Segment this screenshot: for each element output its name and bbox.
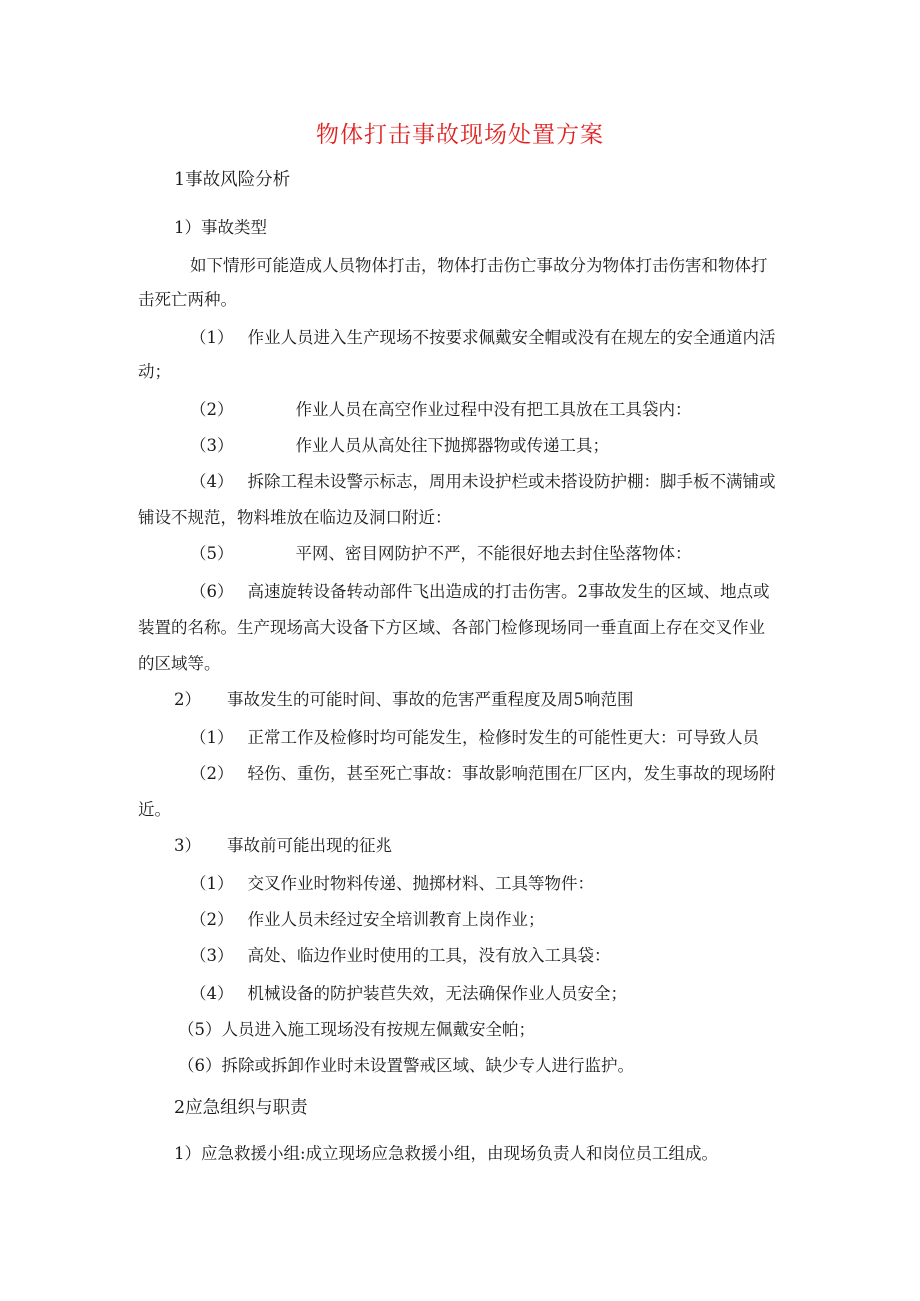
list-item-text: 拆除工程未设警示标志，周用未设护栏或未搭设防护棚：脚手板不满铺或 [247, 472, 776, 491]
list-item-text: 人员进入施工现场没有按规左佩戴安全帕； [221, 1020, 535, 1039]
list-item [190, 944, 611, 968]
list-item-text: 轻伤、重伤，甚至死亡事故：事故影响范围在厂区内，发生事故的现场附 [247, 764, 776, 783]
list-item [190, 434, 609, 458]
list-item-continuation: 动； [138, 362, 171, 381]
list-item-number: （6） [190, 582, 234, 601]
list-item [178, 1054, 634, 1078]
list-item-text: 作业人员进入生产现场不按要求佩戴安全帽或没有在规左的安全通道内活 [247, 328, 776, 347]
subsection-title: 事故前可能出现的征兆 [227, 836, 392, 855]
list-item-number: （1） [190, 728, 234, 747]
list-item [190, 470, 776, 494]
section-heading: 2应急组织与职责 [174, 1098, 308, 1118]
list-item-text: 正常工作及检修时均可能发生，检修时发生的可能性更大：可导致人员 [247, 728, 759, 747]
list-item [190, 726, 759, 750]
paragraph-line: 如下情形可能造成人员物体打击，物体打击伤亡事故分为物体打击伤害和物体打 [190, 256, 768, 275]
list-item-number: （1） [190, 328, 234, 347]
list-item-number: （3） [190, 436, 234, 455]
list-item [190, 542, 692, 566]
list-item-text: 高处、临边作业时使用的工具，没有放入工具袋： [247, 946, 611, 965]
subsection-title: 事故发生的可能时间、事故的危害严重程度及周5响范围 [227, 690, 634, 709]
section-heading: 1事故风险分析 [174, 170, 291, 190]
list-item [190, 762, 776, 786]
list-item-number: （4） [190, 984, 234, 1003]
subsection-heading [174, 688, 634, 712]
list-item-text: 作业人员未经过安全培训教育上岗作业； [247, 910, 545, 929]
list-item-number: （5） [178, 1020, 222, 1039]
list-item-number: （1） [190, 874, 234, 893]
list-item-text: 高速旋转设备转动部件飞出造成的打击伤害。2事故发生的区域、地点或 [247, 582, 770, 601]
list-item [190, 982, 627, 1006]
list-item-number: （3） [190, 946, 234, 965]
list-item-continuation: 的区域等。 [138, 654, 221, 673]
list-item [190, 872, 594, 896]
list-item-text: 作业人员在高空作业过程中没有把工具放在工具袋内： [295, 400, 692, 419]
subsection-number: 2） [174, 690, 201, 709]
document-title: 物体打击事故现场处置方案 [316, 122, 604, 148]
paragraph-line: 1）应急救援小组:成立现场应急救援小组，由现场负责人和岗位员工组成。 [174, 1144, 719, 1163]
list-item-text: 作业人员从高处往下抛掷器物或传递工具； [295, 436, 609, 455]
list-item-number: （4） [190, 472, 234, 491]
list-item-number: （5） [190, 544, 234, 563]
list-item-text: 平网、密目网防护不严，不能很好地去封住坠落物体： [295, 544, 692, 563]
list-item-continuation: 铺设不规范，物料堆放在临边及洞口附近： [138, 508, 452, 527]
list-item-text: 交叉作业时物料传递、抛掷材料、工具等物件： [247, 874, 594, 893]
list-item-text: 机械设备的防护装苣失效，无法确保作业人员安全； [247, 984, 627, 1003]
list-item-number: （6） [178, 1056, 222, 1075]
list-item-number: （2） [190, 764, 234, 783]
list-item-number: （2） [190, 400, 234, 419]
subsection-heading [174, 834, 392, 858]
list-item [190, 398, 692, 422]
list-item-continuation: 装置的名称。生产现场高大设备下方区域、各部门检修现场同一垂直面上存在交叉作业 [138, 618, 765, 637]
list-item [190, 326, 776, 350]
subsection-heading: 1）事故类型 [174, 218, 267, 237]
paragraph-line: 击死亡两种。 [138, 290, 237, 309]
list-item-number: （2） [190, 910, 234, 929]
list-item [178, 1018, 535, 1042]
list-item-continuation: 近。 [138, 800, 171, 819]
subsection-number: 3） [174, 836, 201, 855]
list-item-text: 拆除或拆卸作业时未设置警戒区域、缺少专人进行监护。 [221, 1056, 634, 1075]
list-item [190, 908, 545, 932]
list-item [190, 580, 770, 604]
